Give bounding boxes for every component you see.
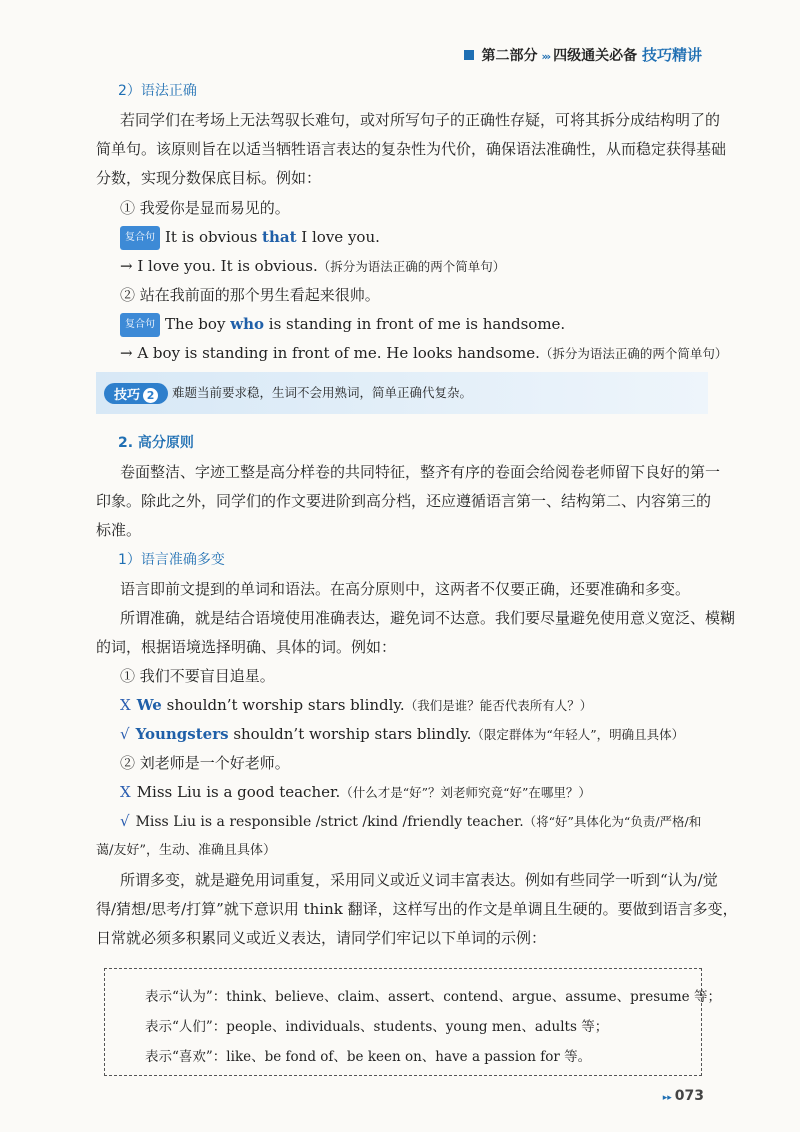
right-example: [120, 810, 701, 833]
paragraph-line: 日常就必须多积累同义或近义表达，请同学们牢记以下单词的示例：: [96, 929, 547, 947]
wrong-example: [120, 694, 592, 717]
cross-icon: X: [120, 696, 131, 714]
vocab-line: 表示“认为”：think、believe、claim、assert、contend、argue、assume、presume 等；: [145, 989, 721, 1005]
section-title-high-score: 2. 高分原则: [118, 435, 194, 451]
example-en-text: is standing in front of me is handsome.: [264, 315, 566, 333]
paragraph-line: 若同学们在考场上无法驾驭长难句，或对所写句子的正确性存疑，可将其拆分成结构明了的: [120, 111, 721, 129]
split-en: → A boy is standing in front of me. He looks handsome.: [120, 344, 540, 362]
page-dots-icon: ▸▸: [662, 1093, 672, 1103]
header-arrows-icon: ›››: [541, 50, 550, 63]
example-en-text: I love you.: [296, 228, 380, 246]
example-note: （限定群体为“年轻人”，明确且具体）: [471, 727, 685, 742]
complex-sentence-badge: 复合句: [120, 226, 160, 250]
paragraph-line: 印象。除此之外，同学们的作文要进阶到高分档，还应遵循语言第一、结构第二、内容第三的: [96, 492, 712, 510]
cross-icon: X: [120, 783, 131, 801]
paragraph-line: 卷面整洁、字迹工整是高分样卷的共同特征，整齐有序的卷面会给阅卷老师留下良好的第一: [120, 463, 721, 481]
subsection-title-grammar: 2）语法正确: [118, 83, 197, 99]
header-section: 四级通关必备: [553, 48, 638, 64]
example-en-text: shouldn’t worship stars blindly.: [161, 696, 405, 714]
split-line: [120, 342, 727, 365]
paragraph-line: 分数，实现分数保底目标。例如：: [96, 169, 322, 187]
example-en-text: Miss Liu is a good teacher.: [136, 783, 341, 801]
example-en-text: Miss Liu is a responsible /strict /kind /friendly teacher.: [135, 814, 524, 830]
example-en-text: It is obvious: [165, 228, 263, 246]
keyword: who: [230, 315, 265, 333]
paragraph-line: 语言即前文提到的单词和语法。在高分原则中，这两者不仅要正确，还要准确和多变。: [120, 580, 691, 598]
example-note: （将“好”具体化为“负责/严格/和: [523, 814, 702, 829]
example-en: [120, 226, 380, 250]
split-en: → I love you. It is obvious.: [120, 257, 318, 275]
example-note: （我们是谁？能否代表所有人？）: [404, 698, 593, 713]
example-note-cont: 蔼/友好”，生动、准确且具体）: [96, 843, 277, 858]
check-icon: √: [120, 725, 130, 743]
paragraph-line: 得/猜想/思考/打算”就下意识用 think 翻译，这样写出的作文是单调且生硬的。要做到语言多变，: [96, 900, 738, 918]
paragraph-line: 简单句。该原则旨在以适当牺牲语言表达的复杂性为代价，确保语法准确性，从而稳定获得基础: [96, 140, 727, 158]
example-en-text: shouldn’t worship stars blindly.: [228, 725, 472, 743]
paragraph-line: 的词，根据语境选择明确、具体的词。例如：: [96, 638, 397, 656]
complex-sentence-badge: 复合句: [120, 313, 160, 337]
example-en-text: The boy: [165, 315, 231, 333]
example-note: （什么才是“好”？刘老师究竟“好”在哪里？）: [340, 785, 591, 800]
tip-number: 2: [143, 388, 158, 403]
vocab-line: 表示“人们”：people、individuals、students、young men、adults 等；: [145, 1019, 609, 1035]
example-zh: ① 我们不要盲目追星。: [120, 667, 275, 685]
tip-text: 难题当前要求稳，生词不会用熟词，简单正确代复杂。: [172, 385, 473, 400]
keyword: Youngsters: [135, 725, 229, 743]
paragraph-line: 标准。: [96, 521, 142, 539]
header-part: 第二部分: [481, 48, 538, 64]
header-square-icon: [464, 50, 474, 60]
paragraph-line: 所谓多变，就是避免用词重复，采用同义或近义词丰富表达。例如有些同学一听到“认为/觉: [120, 871, 718, 889]
example-zh: ① 我爱你是显而易见的。: [120, 199, 290, 217]
paragraph-line: 所谓准确，就是结合语境使用准确表达，避免词不达意。我们要尽量避免使用意义宽泛、模糊: [120, 609, 736, 627]
page-number-text: 073: [674, 1088, 704, 1104]
check-icon: √: [120, 812, 130, 830]
example-en: [120, 313, 565, 337]
page-number: [663, 1088, 704, 1104]
split-note: （拆分为语法正确的两个简单句）: [539, 346, 728, 361]
example-zh: ② 刘老师是一个好老师。: [120, 754, 290, 772]
running-header: [464, 44, 703, 65]
vocab-box: [104, 968, 721, 1076]
keyword: We: [136, 696, 162, 714]
keyword: that: [262, 228, 297, 246]
wrong-example: [120, 781, 591, 804]
tip-bar: [96, 372, 708, 414]
example-zh: ② 站在我前面的那个男生看起来很帅。: [120, 286, 380, 304]
split-note: （拆分为语法正确的两个简单句）: [317, 259, 506, 274]
subsection-title-language: 1）语言准确多变: [118, 552, 225, 568]
split-line: [120, 255, 505, 278]
tip-label: 技巧: [114, 388, 141, 403]
header-highlight: 技巧精讲: [641, 46, 702, 64]
right-example: [120, 723, 684, 746]
vocab-line: 表示“喜欢”：like、be fond of、be keen on、have a passion for 等。: [145, 1049, 592, 1065]
tip-badge: [104, 383, 168, 404]
